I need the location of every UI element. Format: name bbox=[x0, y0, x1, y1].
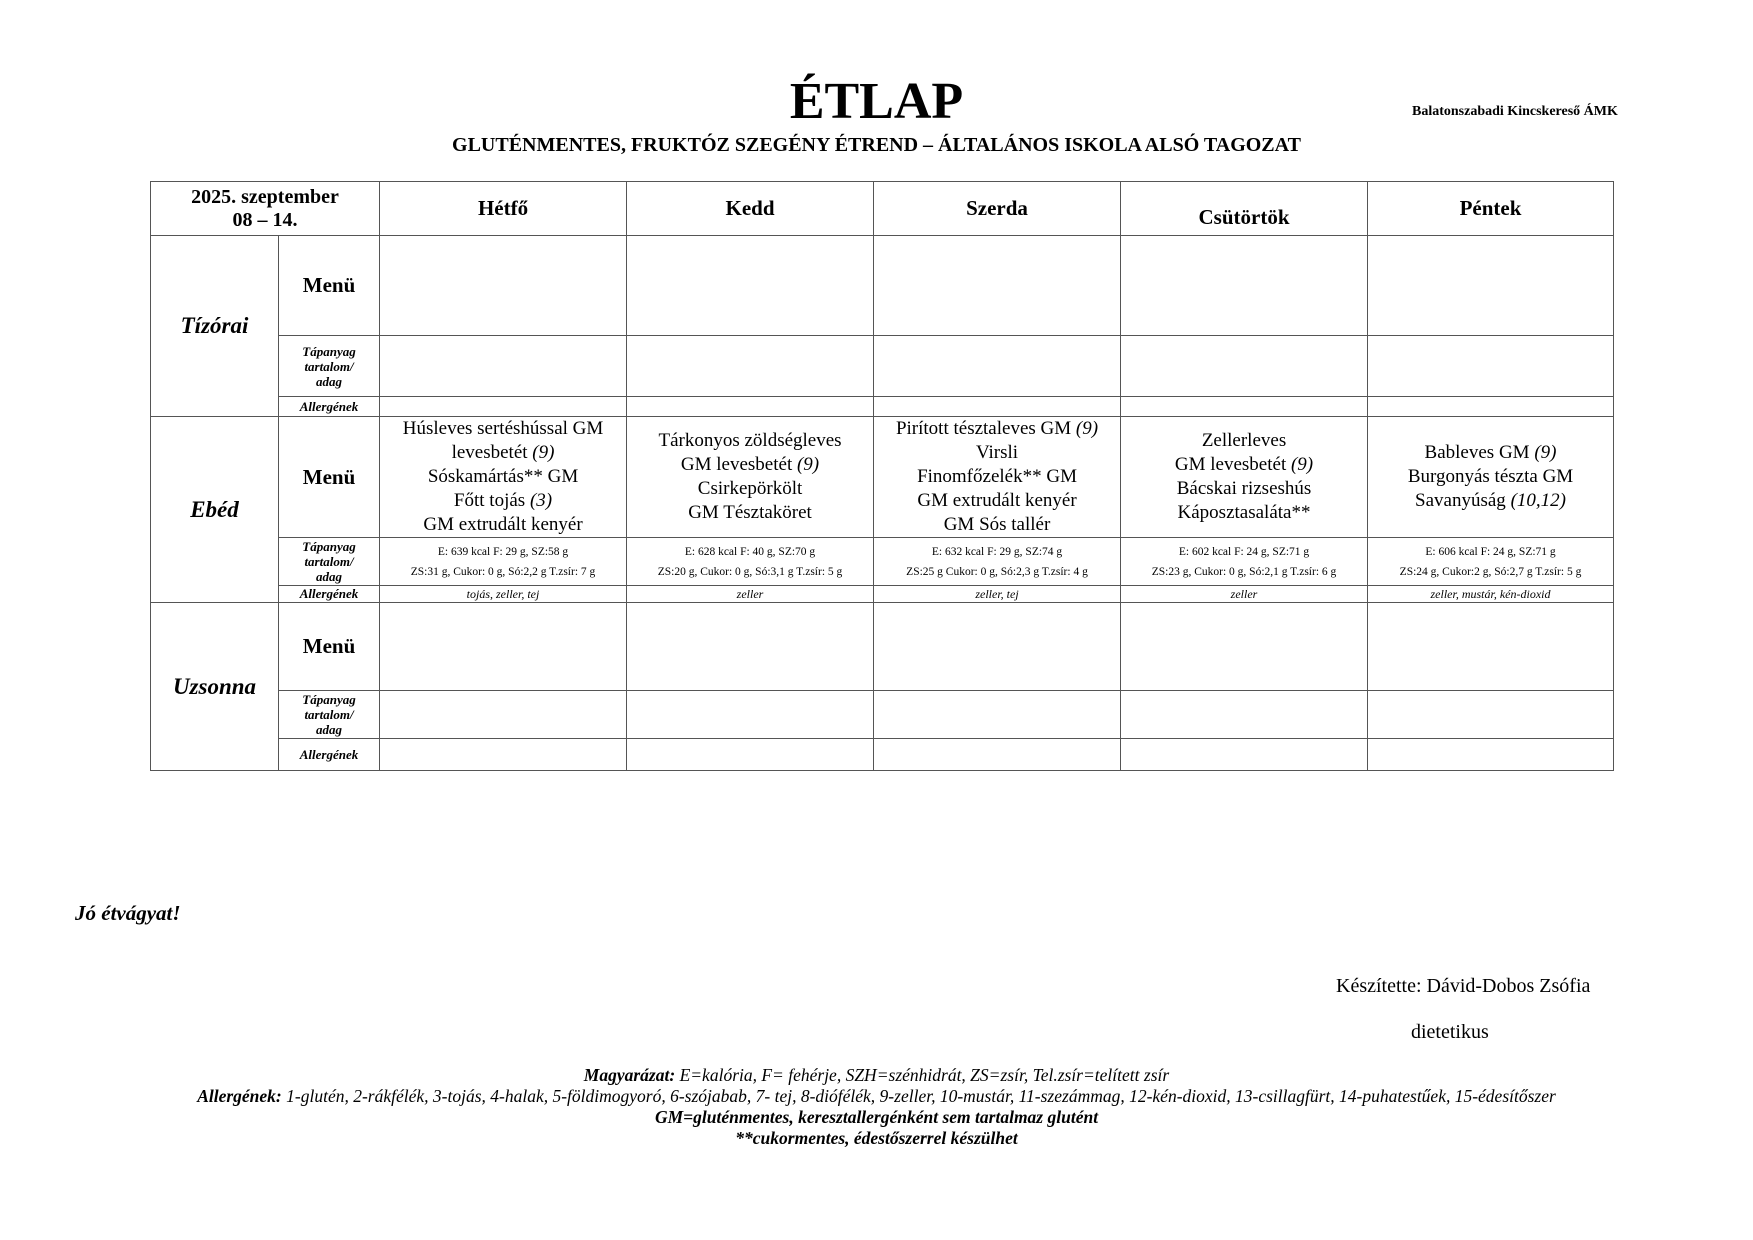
allergens-cell bbox=[627, 739, 874, 771]
greeting: Jó étvágyat! bbox=[75, 901, 181, 925]
sub-label-allergens: Allergének bbox=[279, 586, 380, 603]
sub-label-menu: Menü bbox=[279, 417, 380, 538]
nutrition-cell-friday bbox=[1368, 538, 1614, 586]
allergen-code: (9) bbox=[1534, 442, 1557, 463]
weekly-menu-table bbox=[150, 181, 1614, 771]
sub-label-menu: Menü bbox=[279, 603, 380, 691]
day-header-wednesday: Szerda bbox=[874, 182, 1121, 236]
allergens-cell-monday: tojás, zeller, tej bbox=[380, 586, 627, 603]
dish-line: GM Tésztaköret bbox=[688, 502, 812, 523]
date-range-cell bbox=[151, 182, 380, 236]
allergen-code: (9) bbox=[532, 442, 555, 463]
nutrition-cell-monday bbox=[380, 538, 627, 586]
organization-name: Balatonszabadi Kincskereső ÁMK bbox=[1412, 104, 1618, 119]
legend-allergens bbox=[100, 1086, 1653, 1107]
nutrition-cell-thursday bbox=[1121, 538, 1368, 586]
nutrition-cell-wednesday bbox=[874, 538, 1121, 586]
ebed-allergens-row bbox=[151, 586, 1614, 603]
legend-sugar-note: **cukormentes, édestőszerrel készülhet bbox=[735, 1128, 1018, 1148]
sub-label-nutrition bbox=[279, 336, 380, 397]
nutrition-line: E: 606 kcal F: 24 g, SZ:71 g bbox=[1425, 545, 1556, 558]
legend-allergens-label: Allergének: bbox=[197, 1086, 282, 1106]
nutrition-cell bbox=[874, 691, 1121, 739]
legend-gm-note: GM=gluténmentes, keresztallergénként sem tartalmaz glutént bbox=[654, 1107, 1099, 1127]
allergens-cell bbox=[1121, 397, 1368, 417]
nutrition-cell bbox=[1121, 336, 1368, 397]
dish-line: Húsleves sertéshússal GM bbox=[402, 418, 604, 439]
sub-label-nutrition-line: adag bbox=[316, 722, 342, 737]
menu-cell bbox=[874, 603, 1121, 691]
nutrition-line: ZS:20 g, Cukor: 0 g, Só:3,1 g T.zsír: 5 g bbox=[657, 565, 843, 578]
date-line-2: 08 – 14. bbox=[232, 208, 298, 231]
nutrition-cell bbox=[874, 336, 1121, 397]
sub-label-menu: Menü bbox=[279, 236, 380, 336]
header-row bbox=[151, 182, 1614, 236]
author-name: Készítette: Dávid-Dobos Zsófia bbox=[1336, 975, 1591, 997]
uzsonna-menu-row bbox=[151, 603, 1614, 691]
allergens-cell bbox=[1368, 397, 1614, 417]
nutrition-cell bbox=[1368, 691, 1614, 739]
allergens-cell bbox=[380, 739, 627, 771]
nutrition-line: ZS:25 g Cukor: 0 g, Só:2,3 g T.zsír: 4 g bbox=[906, 565, 1088, 578]
tizorai-menu-row bbox=[151, 236, 1614, 336]
meal-label-tizorai: Tízórai bbox=[151, 236, 279, 417]
tizorai-nutrition-row bbox=[151, 336, 1614, 397]
legend-allergens-text: 1-glutén, 2-rákfélék, 3-tojás, 4-halak, 5-földimogyoró, 6-szójabab, 7- tej, 8-diófélék, 9-zeller, 10-mustár, 11-szezámmag, 12-kén-dioxid, 13-csillagfürt, 14-puhatestűek, 15-édesítőszer bbox=[281, 1086, 1556, 1106]
allergen-code: (10,12) bbox=[1510, 490, 1566, 511]
dish-line: Pirított tésztaleves GM (9) bbox=[895, 418, 1099, 439]
dish-line: Bácskai rizseshús bbox=[1176, 478, 1312, 499]
dish-line: GM levesbetét (9) bbox=[1174, 454, 1314, 475]
menu-cell bbox=[627, 236, 874, 336]
nutrition-line: ZS:23 g, Cukor: 0 g, Só:2,1 g T.zsír: 6 g bbox=[1151, 565, 1337, 578]
dish-line: Csirkepörkölt bbox=[697, 478, 803, 499]
dish-line: Burgonyás tészta GM bbox=[1407, 466, 1574, 487]
author-role: dietetikus bbox=[1411, 1021, 1489, 1043]
sub-label-nutrition-line: Tápanyag bbox=[302, 692, 356, 707]
menu-cell bbox=[874, 236, 1121, 336]
allergen-code: (9) bbox=[796, 454, 820, 475]
sub-label-nutrition-line: Tápanyag bbox=[302, 539, 356, 554]
legend-abbreviations bbox=[100, 1065, 1653, 1086]
meal-label-ebed: Ebéd bbox=[151, 417, 279, 603]
allergen-code: (9) bbox=[1290, 454, 1314, 475]
menu-cell bbox=[1121, 236, 1368, 336]
menu-cell-monday bbox=[380, 417, 627, 538]
dish-line: GM Sós tallér bbox=[943, 514, 1051, 535]
sub-label-allergens: Allergének bbox=[279, 739, 380, 771]
dish-line: Virsli bbox=[975, 442, 1019, 463]
menu-cell bbox=[1368, 603, 1614, 691]
dish-line: GM extrudált kenyér bbox=[917, 490, 1077, 511]
dish-line: GM extrudált kenyér bbox=[423, 514, 583, 535]
allergens-cell bbox=[380, 397, 627, 417]
nutrition-line: E: 632 kcal F: 29 g, SZ:74 g bbox=[931, 545, 1063, 558]
sub-label-nutrition bbox=[279, 691, 380, 739]
legend-text: E=kalória, F= fehérje, SZH=szénhidrát, ZS=zsír, Tel.zsír=telített zsír bbox=[675, 1065, 1170, 1085]
allergen-code: (3) bbox=[529, 490, 553, 511]
menu-cell-thursday bbox=[1121, 417, 1368, 538]
dish-line: Savanyúság (10,12) bbox=[1415, 490, 1566, 511]
dish-line: Káposztasaláta** bbox=[1177, 502, 1311, 523]
sub-label-nutrition-line: Tápanyag bbox=[302, 343, 356, 359]
nutrition-line: E: 639 kcal F: 29 g, SZ:58 g bbox=[437, 545, 569, 558]
uzsonna-nutrition-row bbox=[151, 691, 1614, 739]
day-header-tuesday: Kedd bbox=[627, 182, 874, 236]
sub-label-nutrition-line: adag bbox=[316, 569, 342, 584]
menu-cell bbox=[1121, 603, 1368, 691]
allergens-cell bbox=[1368, 739, 1614, 771]
day-header-monday: Hétfő bbox=[380, 182, 627, 236]
allergens-cell-friday: zeller, mustár, kén-dioxid bbox=[1368, 586, 1614, 603]
sub-label-nutrition-line: tartalom/ bbox=[304, 358, 354, 374]
nutrition-line: ZS:24 g, Cukor:2 g, Só:2,7 g T.zsír: 5 g bbox=[1399, 565, 1582, 578]
nutrition-cell-tuesday bbox=[627, 538, 874, 586]
sub-label-nutrition-line: tartalom/ bbox=[304, 707, 354, 722]
menu-cell bbox=[627, 603, 874, 691]
nutrition-cell bbox=[380, 336, 627, 397]
page-subtitle: GLUTÉNMENTES, FRUKTÓZ SZEGÉNY ÉTREND – ÁLTALÁNOS ISKOLA ALSÓ TAGOZAT bbox=[452, 134, 1301, 156]
dish-line: Finomfőzelék** GM bbox=[917, 466, 1077, 487]
allergens-cell-thursday: zeller bbox=[1121, 586, 1368, 603]
dish-line: GM levesbetét (9) bbox=[680, 454, 820, 475]
nutrition-cell bbox=[380, 691, 627, 739]
allergens-cell bbox=[874, 739, 1121, 771]
legend bbox=[100, 1065, 1653, 1149]
allergen-code: (9) bbox=[1075, 418, 1099, 439]
uzsonna-allergens-row bbox=[151, 739, 1614, 771]
dish-line: levesbetét (9) bbox=[451, 442, 555, 463]
ebed-nutrition-row bbox=[151, 538, 1614, 586]
day-header-friday: Péntek bbox=[1368, 182, 1614, 236]
sub-label-nutrition bbox=[279, 538, 380, 586]
dish-line: Sóskamártás** GM bbox=[427, 466, 579, 487]
menu-cell bbox=[1368, 236, 1614, 336]
day-header-thursday: Csütörtök bbox=[1121, 182, 1368, 236]
date-line-1: 2025. szeptember bbox=[191, 185, 339, 208]
page-title: ÉTLAP bbox=[789, 73, 964, 130]
menu-cell-tuesday bbox=[627, 417, 874, 538]
allergens-cell-wednesday: zeller, tej bbox=[874, 586, 1121, 603]
dish-line: Bableves GM (9) bbox=[1424, 442, 1557, 463]
sub-label-nutrition-line: tartalom/ bbox=[304, 554, 354, 569]
sub-label-allergens: Allergének bbox=[279, 397, 380, 417]
nutrition-cell bbox=[1368, 336, 1614, 397]
menu-cell-friday bbox=[1368, 417, 1614, 538]
dish-line: Zellerleves bbox=[1201, 430, 1287, 451]
menu-cell-wednesday bbox=[874, 417, 1121, 538]
tizorai-allergens-row bbox=[151, 397, 1614, 417]
allergens-cell bbox=[1121, 739, 1368, 771]
legend-label: Magyarázat: bbox=[583, 1065, 676, 1085]
dish-line: Tárkonyos zöldségleves bbox=[658, 430, 842, 451]
nutrition-line: E: 628 kcal F: 40 g, SZ:70 g bbox=[684, 545, 816, 558]
dish-line: Főtt tojás (3) bbox=[453, 490, 553, 511]
allergens-cell-tuesday: zeller bbox=[627, 586, 874, 603]
ebed-menu-row bbox=[151, 417, 1614, 538]
menu-cell bbox=[380, 603, 627, 691]
nutrition-cell bbox=[627, 336, 874, 397]
nutrition-cell bbox=[627, 691, 874, 739]
nutrition-line: ZS:31 g, Cukor: 0 g, Só:2,2 g T.zsír: 7 g bbox=[410, 565, 596, 578]
nutrition-line: E: 602 kcal F: 24 g, SZ:71 g bbox=[1178, 545, 1310, 558]
allergens-cell bbox=[874, 397, 1121, 417]
nutrition-cell bbox=[1121, 691, 1368, 739]
menu-cell bbox=[380, 236, 627, 336]
sub-label-nutrition-line: adag bbox=[316, 373, 342, 389]
meal-label-uzsonna: Uzsonna bbox=[151, 603, 279, 771]
allergens-cell bbox=[627, 397, 874, 417]
